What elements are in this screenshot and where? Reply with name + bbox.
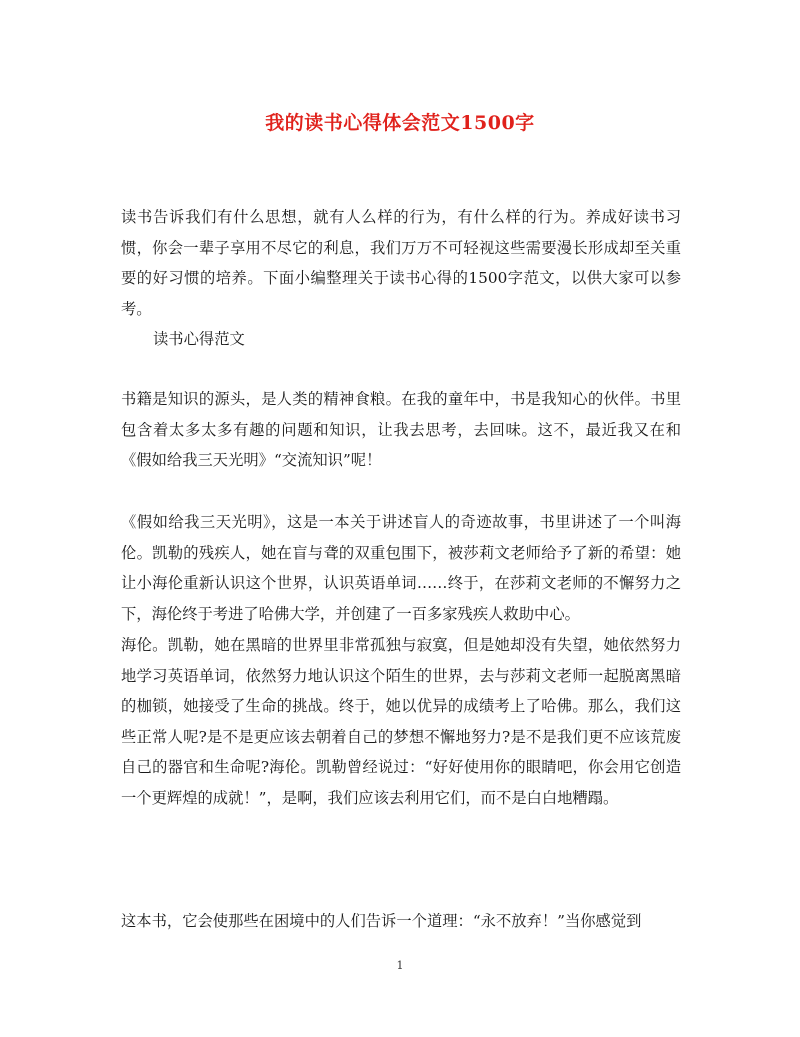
body-paragraph-4: 这本书，它会使那些在困境中的人们告诉一个道理：“永不放弃！”当你感觉到: [121, 912, 642, 930]
page-number: 1: [396, 959, 404, 972]
document-title: 我的读书心得体会范文1500字: [265, 112, 535, 134]
intro-paragraph: 读书告诉我们有什么思想，就有人么样的行为，有什么样的行为。养成好读书习惯，你会一辈子享用不尽它的利息，我们万万不可轻视这些需要漫长形成却至关重要的好习惯的培养。下面小编整理关于读书心得的1500字范文，以供大家可以参考。: [121, 208, 681, 318]
body-paragraph-1: 书籍是知识的源头，是人类的精神食粮。在我的童年中，书是我知心的伙伴。书里包含着太多太多有趣的问题和知识，让我去思考，去回味。这不，最近我又在和《假如给我三天光明》“交流知识”呢！: [121, 390, 681, 469]
body-paragraph-2: 《假如给我三天光明》，这是一本关于讲述盲人的奇迹故事，书里讲述了一个叫海伦。凯勒的残疾人，她在盲与聋的双重包围下，被莎莉文老师给予了新的希望：她让小海伦重新认识这个世界，认识英语单词……终于，在莎莉文老师的不懈努力之下，海伦终于考进了哈佛大学，并创建了一百多家残疾人救助中心。: [121, 513, 681, 623]
body-paragraph-3: 海伦。凯勒，她在黑暗的世界里非常孤独与寂寞，但是她却没有失望，她依然努力地学习英语单词，依然努力地认识这个陌生的世界，去与莎莉文老师一起脱离黑暗的枷锁，她接受了生命的挑战。终于，她以优异的成绩考上了哈佛。那么，我们这些正常人呢?是不是更应该去朝着自己的梦想不懈地努力?是不是我们更不应该荒废自己的器官和生命呢?海伦。凯勒曾经说过：“好好使用你的眼睛吧，你会用它创造一个更辉煌的成就！”，是啊，我们应该去利用它们，而不是白白地糟蹋。: [121, 636, 681, 807]
section-heading: 读书心得范文: [153, 330, 245, 348]
